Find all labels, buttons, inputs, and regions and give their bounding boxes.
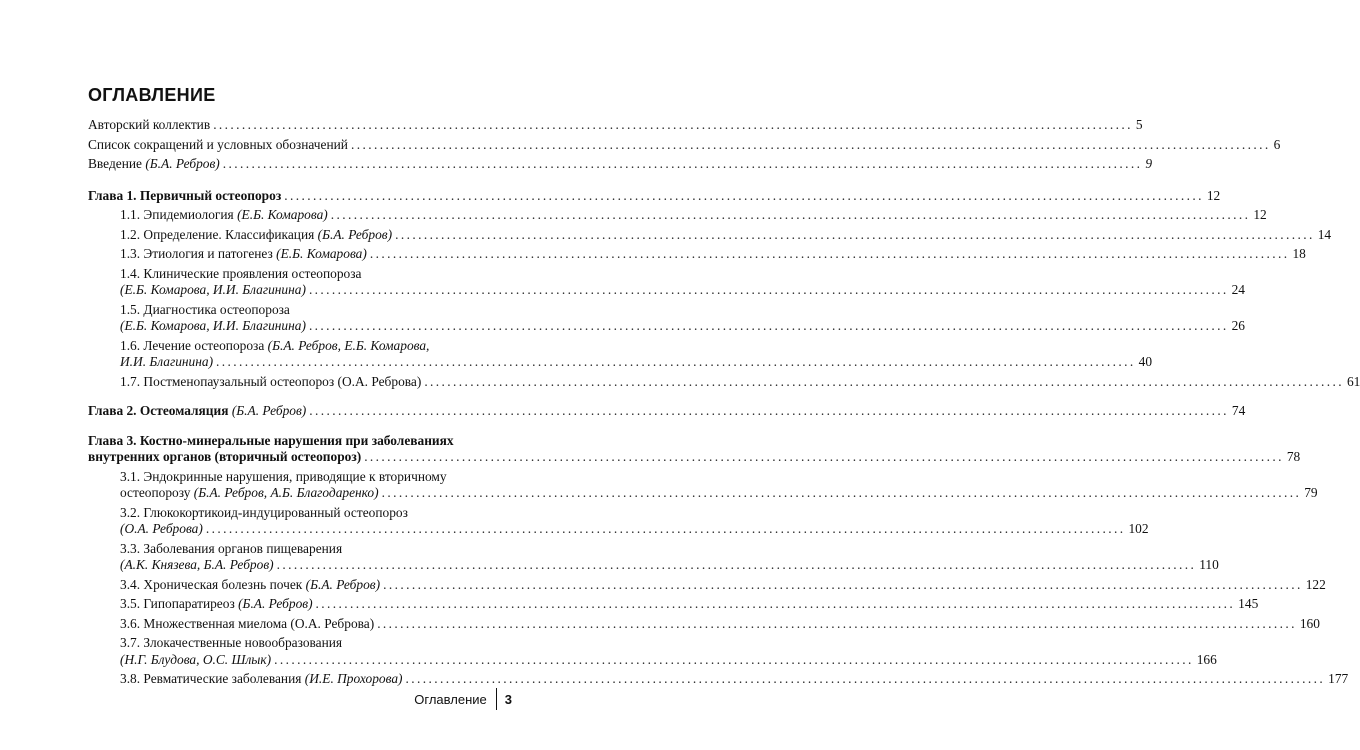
footer-divider [496,688,497,710]
dot-leader [274,557,1200,574]
dot-leader [421,374,1347,391]
toc-entry-introduction [88,156,1153,173]
dot-leader [281,188,1207,205]
entry-title: 3.5. Гипопаратиреоз [120,596,239,611]
page-number: 110 [1199,557,1219,572]
dot-leader [361,449,1287,466]
page-number: 177 [1328,671,1349,686]
dot-leader [348,137,1274,154]
page-footer [414,688,512,710]
entry-title: 3.1. Эндокринные нарушения, приводящие к вторичному [120,468,447,484]
toc-section-1-2 [88,226,1332,244]
entry-title: 3.7. Злокачественные новообразования [120,635,343,650]
page-number: 145 [1238,596,1259,611]
entry-author: (О.А. Реброва) [337,373,422,389]
entry-title: Список сокращений и условных обозначений [88,136,348,152]
dot-leader [379,485,1305,502]
entry-author: (Б.А. Ребров, А.Б. Благодаренко) [193,485,379,500]
entry-author: (А.К. Князева, Б.А. Ребров) [120,557,274,572]
entry-author: (И.Е. Прохорова) [304,671,403,686]
table-of-contents [88,117,1360,691]
entry-title: 1.4. Клинические проявления остеопороза [120,265,362,281]
page-number: 18 [1292,246,1306,261]
entry-title: 1.2. Определение. Классификация [120,226,318,242]
page-number: 40 [1138,354,1153,369]
entry-author: (Е.Б. Комарова, И.И. Благинина) [120,282,306,297]
entry-title: 1.6. Лечение остеопороза (Б.А. Ребров, Е.Б. Комарова, [120,337,430,353]
page-number: 78 [1286,449,1301,464]
toc-section-3-8 [88,671,1349,688]
chapter-title: Глава 1. Первичный остеопороз [88,187,282,203]
page-number: 79 [1304,485,1318,500]
page-number: 9 [1145,156,1153,171]
entry-title: 1.5. Диагностика остеопороза [120,301,290,317]
page-number: 122 [1305,576,1326,592]
page-number: 166 [1196,651,1217,667]
dot-leader [213,354,1139,371]
dot-leader [403,671,1329,688]
dot-leader [374,616,1300,633]
running-footer-label: Оглавление [414,691,487,707]
dot-leader [203,521,1129,538]
entry-title: Введение [88,156,146,171]
page-number: 12 [1253,207,1267,222]
dot-leader [210,117,1136,134]
page-number: 6 [1273,136,1281,152]
entry-title: Авторский коллектив [88,117,211,132]
entry-title: 3.4. Хроническая болезнь почек [120,576,306,592]
toc-entry-abbreviations [88,136,1281,154]
entry-title: 1.7. Постменопаузальный остеопороз [120,373,338,389]
chapter-title: Глава 2. Остеомаляция [88,403,232,418]
entry-author: (Е.Б. Комарова) [237,207,328,222]
dot-leader [271,652,1197,669]
toc-entry-authors [88,117,1143,134]
entry-title: 3.8. Ревматические заболевания [120,671,305,686]
toc-section-3-2 [88,504,1149,538]
page-number: 24 [1231,282,1245,297]
chapter-title: Глава 3. Костно-минеральные нарушения при заболеваниях [88,432,454,448]
dot-leader [306,282,1232,299]
page-number: 160 [1299,615,1320,631]
entry-title: 3.2. Глюкокортикоид-индуцированный остеопороз [120,504,408,520]
toc-chapter-3 [88,432,1301,466]
toc-section-1-1 [88,207,1267,224]
toc-heading: ОГЛАВЛЕНИЕ [88,85,216,105]
entry-title: 1.3. Этиология и патогенез [120,246,277,261]
dot-leader [380,577,1306,594]
dot-leader [392,227,1318,244]
dot-leader [306,318,1232,335]
page-number: 12 [1206,187,1221,203]
dot-leader [313,596,1239,613]
page-number: 102 [1128,521,1149,536]
entry-author: (Н.Г. Блудова, О.С. Шлык) [120,651,272,667]
footer-page-number: 3 [504,691,512,707]
entry-author: (О.А. Реброва) [290,615,375,631]
toc-section-3-7 [88,635,1217,668]
entry-title-continued: остеопорозу [120,485,194,500]
toc-section-3-4 [88,576,1326,594]
chapter-title-continued: внутренних органов (вторичный остеопороз) [88,449,362,464]
dot-leader [220,156,1146,173]
entry-author: (Б.А. Ребров) [231,403,307,418]
dot-leader [328,207,1254,224]
dot-leader [367,246,1293,263]
toc-section-3-1 [88,468,1318,502]
entry-author: (Б.А. Ребров) [238,596,313,611]
toc-section-1-6 [88,337,1153,371]
toc-chapter-2 [88,403,1246,420]
entry-author: (Б.А. Ребров) [145,156,220,171]
entry-author: (Б.А. Ребров) [305,576,381,592]
toc-section-1-7 [88,373,1360,391]
toc-section-1-4 [88,265,1245,299]
toc-section-3-5 [88,596,1259,613]
toc-section-3-3 [88,540,1219,574]
page-number: 14 [1317,226,1332,242]
entry-author: (О.А. Реброва) [120,521,203,536]
page-number: 61 [1346,373,1360,389]
toc-section-1-3 [88,246,1306,263]
entry-title: 3.3. Заболевания органов пищеварения [120,540,343,556]
entry-author: И.И. Благинина) [120,354,214,369]
page-number: 5 [1135,117,1143,132]
dot-leader [306,403,1232,420]
entry-author: (Е.Б. Комарова, И.И. Благинина) [120,318,306,333]
page-number: 26 [1231,318,1245,333]
page-number: 74 [1231,403,1246,418]
entry-title: 1.1. Эпидемиология [120,207,238,222]
toc-chapter-1 [88,187,1221,205]
entry-title: 3.6. Множественная миелома [120,615,291,631]
toc-section-3-6 [88,615,1320,633]
toc-section-1-5 [88,301,1245,335]
entry-author: (Б.А. Ребров) [317,226,393,242]
entry-author: (Е.Б. Комарова) [276,246,367,261]
